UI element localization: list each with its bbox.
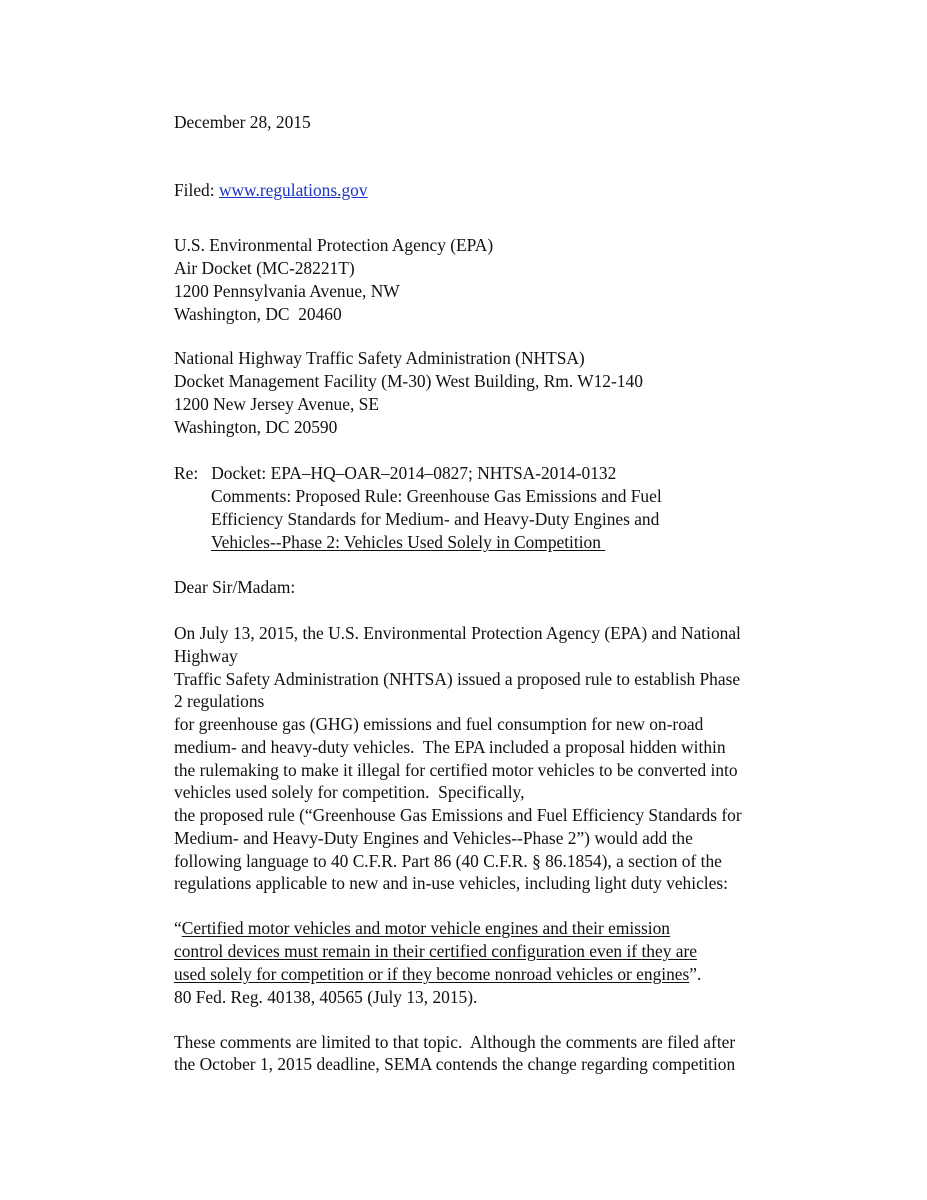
quote-text: Certified motor vehicles and motor vehicle engines and their emission — [181, 918, 670, 938]
paragraph-line: the October 1, 2015 deadline, SEMA contends the change regarding competition — [174, 1054, 736, 1074]
paragraph-line: Highway — [174, 646, 238, 666]
filed-label: Filed: — [174, 180, 219, 200]
quote-line — [174, 963, 701, 985]
filed-line — [174, 179, 368, 201]
paragraph-line: the rulemaking to make it illegal for certified motor vehicles to be converted into — [174, 760, 738, 780]
nhtsa-address-line: Washington, DC 20590 — [174, 417, 338, 437]
re-subject-line: Efficiency Standards for Medium- and Heavy-Duty Engines and — [211, 509, 660, 529]
paragraph-line: for greenhouse gas (GHG) emissions and fuel consumption for new on-road — [174, 714, 704, 734]
paragraph-line: On July 13, 2015, the U.S. Environmental Protection Agency (EPA) and National — [174, 623, 741, 643]
epa-address-line: Washington, DC 20460 — [174, 304, 342, 324]
quote-citation: 80 Fed. Reg. 40138, 40565 (July 13, 2015). — [174, 987, 478, 1007]
re-docket-line: Re: Docket: EPA–HQ–OAR–2014–0827; NHTSA-2014-0132 — [174, 463, 617, 483]
letter-date: December 28, 2015 — [174, 112, 311, 132]
nhtsa-address-line: Docket Management Facility (M-30) West Building, Rm. W12-140 — [174, 371, 643, 391]
paragraph-line: regulations applicable to new and in-use vehicles, including light duty vehicles: — [174, 873, 728, 893]
salutation: Dear Sir/Madam: — [174, 577, 296, 597]
epa-address-line: 1200 Pennsylvania Avenue, NW — [174, 281, 400, 301]
paragraph-line: Traffic Safety Administration (NHTSA) issued a proposed rule to establish Phase — [174, 669, 741, 689]
quote-text: used solely for competition or if they become nonroad vehicles or engines — [174, 964, 690, 984]
paragraph-line: medium- and heavy-duty vehicles. The EPA included a proposal hidden within — [174, 737, 726, 757]
quote-line: control devices must remain in their certified configuration even if they are — [174, 941, 697, 961]
re-subject-line: Vehicles--Phase 2: Vehicles Used Solely in Competition — [211, 532, 606, 552]
quote-line — [174, 917, 670, 939]
epa-address-line: Air Docket (MC-28221T) — [174, 258, 355, 278]
paragraph-line: Medium- and Heavy-Duty Engines and Vehicles--Phase 2”) would add the — [174, 828, 693, 848]
paragraph-line: the proposed rule (“Greenhouse Gas Emissions and Fuel Efficiency Standards for — [174, 805, 742, 825]
nhtsa-address-line: National Highway Traffic Safety Administration (NHTSA) — [174, 348, 585, 368]
paragraph-line: These comments are limited to that topic. Although the comments are filed after — [174, 1032, 736, 1052]
paragraph-line: following language to 40 C.F.R. Part 86 (40 C.F.R. § 86.1854), a section of the — [174, 851, 722, 871]
regulations-gov-link[interactable]: www.regulations.gov — [218, 180, 368, 200]
paragraph-line: vehicles used solely for competition. Specifically, — [174, 782, 525, 802]
quote-close-mark: ”. — [689, 964, 702, 984]
quote-open-mark: “ — [174, 918, 182, 938]
epa-address-line: U.S. Environmental Protection Agency (EPA) — [174, 235, 494, 255]
nhtsa-address-line: 1200 New Jersey Avenue, SE — [174, 394, 379, 414]
re-subject-line: Comments: Proposed Rule: Greenhouse Gas Emissions and Fuel — [211, 486, 662, 506]
paragraph-line: 2 regulations — [174, 691, 265, 711]
